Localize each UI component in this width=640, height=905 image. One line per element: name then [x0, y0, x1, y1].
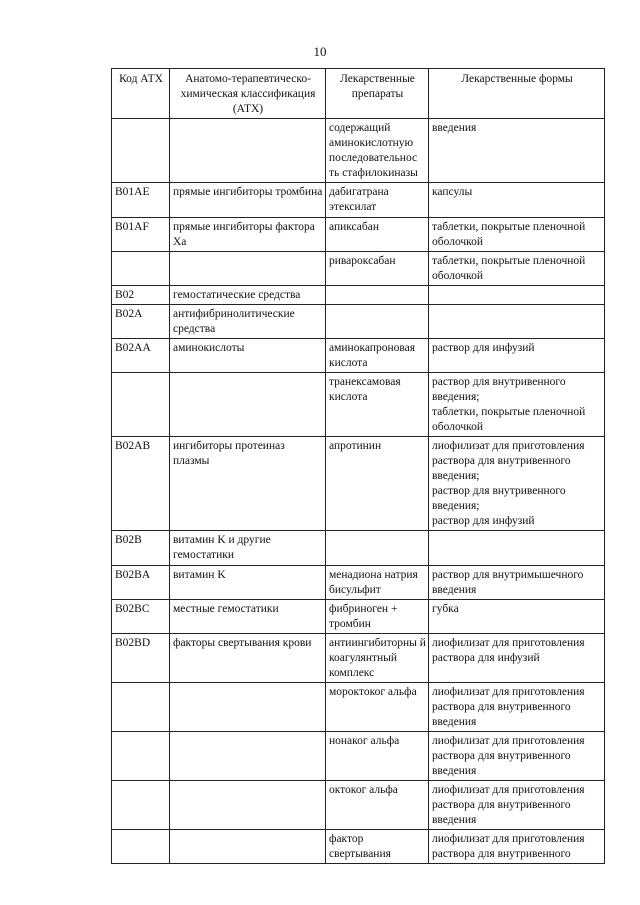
table-row — [112, 218, 605, 252]
cell-form: капсулы — [429, 183, 605, 218]
cell-code: B01AE — [112, 183, 170, 218]
cell-code — [112, 252, 170, 286]
table-row — [112, 305, 605, 339]
cell-drug: транексамовая кислота — [326, 373, 429, 437]
cell-classification — [170, 830, 326, 864]
cell-form: таблетки, покрытые пленочной оболочкой — [429, 218, 605, 252]
cell-code — [112, 373, 170, 437]
cell-form — [429, 286, 605, 305]
cell-classification: прямые ингибиторы тромбина — [170, 183, 326, 218]
cell-code — [112, 781, 170, 830]
cell-drug — [326, 531, 429, 566]
cell-drug: антиингибиторны й коагулянтный комплекс — [326, 634, 429, 683]
table-row — [112, 183, 605, 218]
cell-classification: факторы свертывания крови — [170, 634, 326, 683]
cell-drug: фактор свертывания — [326, 830, 429, 864]
cell-classification: ингибиторы протеиназ плазмы — [170, 437, 326, 531]
cell-form: лиофилизат для приготовления раствора для внутривенного введения — [429, 683, 605, 732]
cell-form: лиофилизат для приготовления раствора для внутривенного введения — [429, 781, 605, 830]
cell-form: лиофилизат для приготовления раствора для внутривенного — [429, 830, 605, 864]
cell-form: раствор для инфузий — [429, 339, 605, 373]
cell-code: B02 — [112, 286, 170, 305]
header-drugs: Лекарственные препараты — [326, 69, 429, 119]
table-row — [112, 566, 605, 600]
table-row — [112, 286, 605, 305]
table-row — [112, 252, 605, 286]
cell-drug: аминокапроновая кислота — [326, 339, 429, 373]
table-row — [112, 830, 605, 864]
cell-code: B01AF — [112, 218, 170, 252]
table-row — [112, 339, 605, 373]
cell-code — [112, 830, 170, 864]
cell-drug: апротинин — [326, 437, 429, 531]
cell-form: лиофилизат для приготовления раствора для внутривенного введения — [429, 732, 605, 781]
cell-classification: прямые ингибиторы фактора Xa — [170, 218, 326, 252]
cell-drug — [326, 286, 429, 305]
cell-classification — [170, 781, 326, 830]
cell-classification: витамин K — [170, 566, 326, 600]
header-forms: Лекарственные формы — [429, 69, 605, 119]
cell-code: B02AB — [112, 437, 170, 531]
header-code: Код АТХ — [112, 69, 170, 119]
table-row — [112, 437, 605, 531]
cell-code: B02B — [112, 531, 170, 566]
cell-drug: октоког альфа — [326, 781, 429, 830]
cell-form: лиофилизат для приготовления раствора для внутривенного введения; раствор для внутривенного введения; раствор для инфузий — [429, 437, 605, 531]
cell-form: введения — [429, 119, 605, 183]
cell-code: B02BD — [112, 634, 170, 683]
cell-drug: фибриноген + тромбин — [326, 600, 429, 634]
page-number: 10 — [313, 44, 327, 59]
cell-drug: дабигатрана этексилат — [326, 183, 429, 218]
atx-table — [111, 68, 605, 864]
cell-drug: содержащий аминокислотную последовательнос ть стафилокиназы — [326, 119, 429, 183]
cell-classification: витамин K и другие гемостатики — [170, 531, 326, 566]
cell-classification — [170, 119, 326, 183]
cell-drug: нонаког альфа — [326, 732, 429, 781]
cell-form — [429, 305, 605, 339]
table-header-row — [112, 69, 605, 119]
cell-code: B02BA — [112, 566, 170, 600]
table-row — [112, 119, 605, 183]
table-row — [112, 781, 605, 830]
cell-drug: ривароксабан — [326, 252, 429, 286]
cell-drug: апиксабан — [326, 218, 429, 252]
cell-code: B02A — [112, 305, 170, 339]
cell-code: B02BC — [112, 600, 170, 634]
cell-form: таблетки, покрытые пленочной оболочкой — [429, 252, 605, 286]
table-row — [112, 634, 605, 683]
cell-code — [112, 683, 170, 732]
cell-classification — [170, 252, 326, 286]
cell-classification: аминокислоты — [170, 339, 326, 373]
table-row — [112, 531, 605, 566]
cell-form — [429, 531, 605, 566]
cell-code — [112, 119, 170, 183]
cell-classification — [170, 373, 326, 437]
cell-form: губка — [429, 600, 605, 634]
cell-code: B02AA — [112, 339, 170, 373]
header-classification: Анатомо-терапевтическо-химическая классификация (АТХ) — [170, 69, 326, 119]
cell-form: раствор для внутривенного введения; таблетки, покрытые пленочной оболочкой — [429, 373, 605, 437]
cell-drug — [326, 305, 429, 339]
cell-drug: мороктоког альфа — [326, 683, 429, 732]
cell-classification: антифибринолитические средства — [170, 305, 326, 339]
table-row — [112, 683, 605, 732]
cell-drug: менадиона натрия бисульфит — [326, 566, 429, 600]
cell-classification — [170, 732, 326, 781]
table-row — [112, 732, 605, 781]
cell-code — [112, 732, 170, 781]
table-row — [112, 600, 605, 634]
cell-classification: гемостатические средства — [170, 286, 326, 305]
table-row — [112, 373, 605, 437]
cell-form: лиофилизат для приготовления раствора для инфузий — [429, 634, 605, 683]
cell-form: раствор для внутримышечного введения — [429, 566, 605, 600]
cell-classification — [170, 683, 326, 732]
cell-classification: местные гемостатики — [170, 600, 326, 634]
